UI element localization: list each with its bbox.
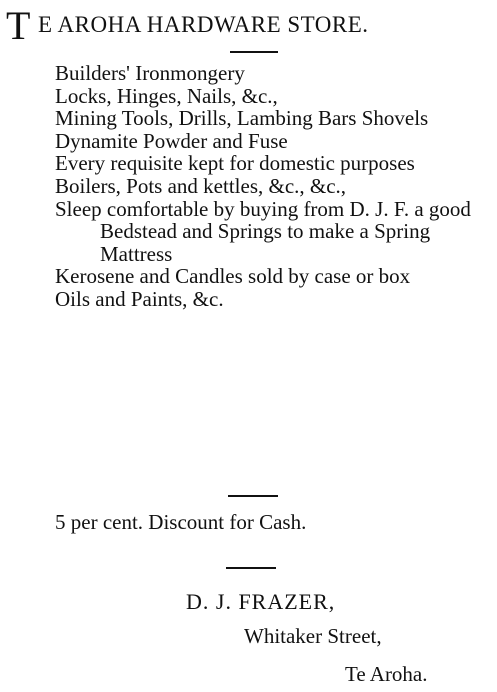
goods-list [55,62,495,311]
divider-middle [228,495,278,497]
divider-bottom [226,567,276,569]
proprietor-name: D. J. FRAZER, [186,589,336,614]
list-item: Every requisite kept for domestic purposes [55,151,415,176]
list-item: Mining Tools, Drills, Lambing Bars Shovels [55,106,429,131]
list-item: Kerosene and Candles sold by case or box [55,264,411,289]
drop-cap-letter: T [6,3,31,48]
discount-notice: 5 per cent. Discount for Cash. [55,510,307,534]
store-headline [6,3,492,48]
town-name: Te Aroha. [345,662,428,686]
list-item: Oils and Paints, &c. [55,286,224,311]
divider-top [230,51,278,53]
list-item: Dynamite Powder and Fuse [55,128,288,153]
street-address: Whitaker Street, [244,624,382,648]
store-title: E AROHA HARDWARE STORE. [38,12,369,37]
list-item: Builders' Ironmongery [55,61,245,85]
list-item: Sleep comfortable by buying from D. J. F. a good Bedstead and Springs to make a Spring Mattress [55,196,471,266]
list-item: Locks, Hinges, Nails, &c., [55,83,278,108]
list-item: Boilers, Pots and kettles, &c., &c., [55,173,347,198]
